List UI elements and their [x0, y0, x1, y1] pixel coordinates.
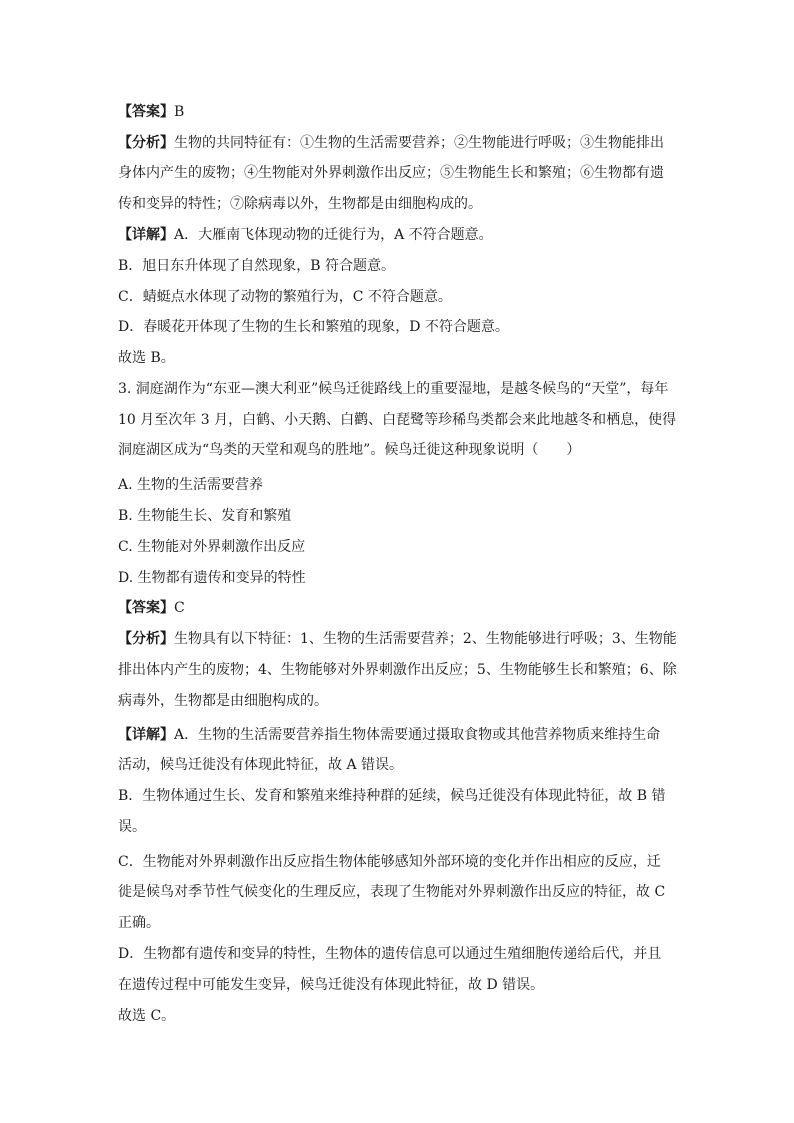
q2-analysis-line-2: 身体内产生的废物；④生物能对外界刺激作出反应；⑤生物能生长和繁殖；⑥生物都有遗 [118, 165, 664, 181]
q3-option-d: D. 生物都有遗传和变异的特性 [118, 570, 306, 586]
q3-analysis-line-2: 排出体内产生的废物；4、生物能够对外界刺激作出反应；5、生物能够生长和繁殖；6、除 [118, 662, 677, 678]
analysis-tag: 【分析】 [118, 631, 174, 647]
q2-analysis-line-1 [118, 133, 664, 153]
q3-answer-line [118, 598, 185, 618]
q2-conclusion: 故选 B。 [118, 350, 175, 366]
q3-detail-line-3: B．生物体通过生长、发育和繁殖来维持种群的延续，候鸟迁徙没有体现此特征，故 B 错 [118, 788, 666, 804]
answer-tag: 【答案】 [118, 600, 174, 616]
q3-detail-line-7: 正确。 [118, 915, 160, 931]
detail-tag: 【详解】 [118, 227, 174, 243]
q3-option-b: B. 生物能生长、发育和繁殖 [118, 508, 292, 524]
analysis-tag: 【分析】 [118, 135, 174, 151]
q3-detail-line-5: C．生物能对外界刺激作出反应指生物体能够感知外部环境的变化并作出相应的反应，迁 [118, 854, 661, 870]
detail-tag: 【详解】 [118, 727, 174, 743]
answer-value: B [174, 104, 185, 120]
q3-detail-line-4: 误。 [118, 819, 146, 835]
q3-stem-line-3: 洞庭湖区成为“鸟类的天堂和观鸟的胜地”。候鸟迁徙这种现象说明（ ） [118, 442, 581, 458]
q2-answer-line [118, 102, 184, 122]
q3-option-c: C. 生物能对外界刺激作出反应 [118, 539, 306, 555]
detail-text: A．大雁南飞体现动物的迁徙行为，A 不符合题意。 [174, 227, 493, 243]
analysis-text: 生物具有以下特征：1、生物的生活需要营养；2、生物能够进行呼吸；3、生物能 [174, 631, 677, 647]
q3-analysis-line-3: 病毒外，生物都是由细胞构成的。 [118, 693, 328, 709]
q2-analysis-line-3: 传和变异的特性；⑦除病毒以外，生物都是由细胞构成的。 [118, 196, 482, 212]
q3-conclusion: 故选 C。 [118, 1008, 176, 1024]
q3-detail-line-6: 徙是候鸟对季节性气候变化的生理反应，表现了生物能对外界刺激作出反应的特征，故 C [118, 884, 666, 900]
q2-detail-line-2: B．旭日东升体现了自然现象，B 符合题意。 [118, 258, 396, 274]
q3-detail-line-8: D．生物都有遗传和变异的特性，生物体的遗传信息可以通过生殖细胞传递给后代，并且 [118, 946, 662, 962]
q3-analysis-line-1 [118, 629, 677, 649]
analysis-text: 生物的共同特征有：①生物的生活需要营养；②生物能进行呼吸；③生物能排出 [174, 135, 664, 151]
q2-detail-line-1 [118, 225, 493, 245]
q3-stem-line-1: 3. 洞庭湖作为“东亚—澳大利亚”候鸟迁徙路线上的重要湿地，是越冬候鸟的“天堂”，每年 [118, 381, 669, 397]
q3-stem-line-2: 10 月至次年 3 月，白鹤、小天鹅、白鹳、白琵鹭等珍稀鸟类都会来此地越冬和栖息，使得 [118, 412, 677, 428]
answer-value: C [174, 600, 185, 616]
answer-tag: 【答案】 [118, 104, 174, 120]
q2-detail-line-3: C．蜻蜓点水体现了动物的繁殖行为，C 不符合题意。 [118, 289, 452, 305]
q3-option-a: A. 生物的生活需要营养 [118, 477, 264, 493]
q3-detail-line-9: 在遗传过程中可能发生变异，候鸟迁徙没有体现此特征，故 D 错误。 [118, 977, 545, 993]
detail-text: A．生物的生活需要营养指生物体需要通过摄取食物或其他营养物质来维持生命 [174, 727, 661, 743]
q3-detail-line-1 [118, 725, 660, 745]
q2-detail-line-4: D．春暖花开体现了生物的生长和繁殖的现象，D 不符合题意。 [118, 319, 509, 335]
q3-detail-line-2: 活动，候鸟迁徙没有体现此特征，故 A 错误。 [118, 757, 404, 773]
